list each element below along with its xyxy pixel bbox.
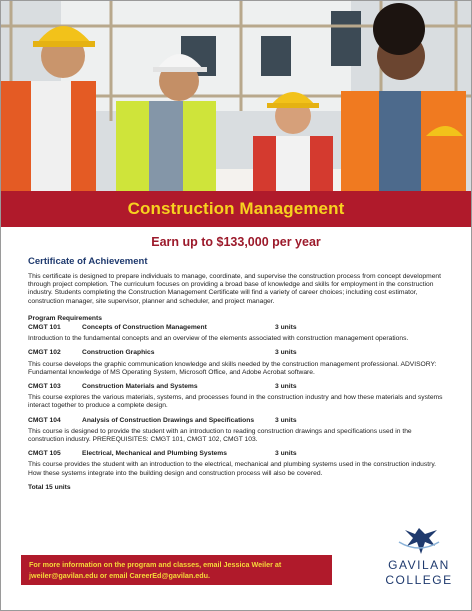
logo-word-college: COLLEGE — [385, 573, 453, 587]
team-photo-illustration — [1, 1, 471, 191]
contact-box — [21, 555, 332, 585]
course-title: Construction Graphics — [82, 349, 155, 357]
requirements-heading: Program Requirements — [28, 314, 102, 322]
total-units: Total 15 units — [28, 483, 71, 491]
course-description: This course provides the student with an introduction to the electrical, mechanical and plumbing systems used in the construction industry. How these systems integrate into the building design and construction process will also be covered. — [28, 461, 437, 477]
course-code: CMGT 103 — [28, 383, 61, 391]
contact-line-2: jweiler@gavilan.edu or email CareerEd@gavilan.edu. — [29, 571, 210, 580]
course-description: This course explores the various materials, systems, and processes found in the construction industry and how these materials and systems interact together to produce a complete design. — [28, 394, 443, 410]
course-code: CMGT 101 — [28, 324, 61, 332]
course-units: 3 units — [275, 324, 297, 332]
course-title: Construction Materials and Systems — [82, 383, 198, 391]
course-item — [28, 417, 448, 445]
course-header — [28, 324, 448, 332]
course-units: 3 units — [275, 416, 297, 424]
gavilan-college-logo — [379, 524, 459, 594]
course-item — [28, 324, 448, 343]
course-title: Concepts of Construction Management — [82, 324, 207, 332]
intro-paragraph: This certificate is designed to prepare individuals to manage, coordinate, and supervise the construction process from concept development through project completion. The curriculum focuses on providing a broad base of knowledge and skills for employment in the construction industry. Students completing the Construction Management Certificate will find a variety of career choices; including cost estimator, construction manager, site supervisor, planner and scheduler, and project manager. — [28, 273, 441, 305]
program-title: Construction Management — [127, 199, 345, 218]
course-title: Electrical, Mechanical and Plumbing Systems — [82, 450, 227, 458]
course-units: 3 units — [275, 349, 297, 357]
course-code: CMGT 104 — [28, 416, 61, 424]
course-item — [28, 349, 448, 377]
program-content — [28, 273, 448, 492]
construction-team-photo — [1, 1, 471, 191]
course-header — [28, 450, 448, 458]
course-units: 3 units — [275, 450, 297, 458]
course-header — [28, 383, 448, 391]
course-code: CMGT 102 — [28, 349, 61, 357]
course-units: 3 units — [275, 383, 297, 391]
course-title: Analysis of Construction Drawings and Specifications — [82, 416, 255, 424]
course-code: CMGT 105 — [28, 450, 61, 458]
course-description: Introduction to the fundamental concepts and an overview of the elements associated with construction management operations. — [28, 335, 409, 343]
title-banner — [1, 191, 471, 227]
course-description: This course is designed to provide the student with an introduction to reading construction drawings and specifications used in the construction industry. PREREQUISITES: CMGT 101, CMGT 102, CMGT 103. — [28, 427, 412, 444]
certificate-heading: Certificate of Achievement — [28, 256, 148, 267]
course-description: This course develops the graphic communication knowledge and skills needed by the construction management professional. ADVISORY: Fundamental knowledge of MS Operating System, Microsoft Office, and Adobe Acrobat software. — [28, 360, 437, 376]
contact-line-1: For more information on the program and classes, email Jessica Weiler at — [29, 560, 282, 569]
logo-word-gavilan: GAVILAN — [388, 558, 450, 572]
course-item — [28, 383, 448, 411]
salary-headline: Earn up to $133,000 per year — [151, 235, 321, 249]
course-header — [28, 349, 448, 357]
course-header — [28, 417, 448, 425]
course-item — [28, 450, 448, 478]
hawk-icon — [379, 524, 459, 558]
